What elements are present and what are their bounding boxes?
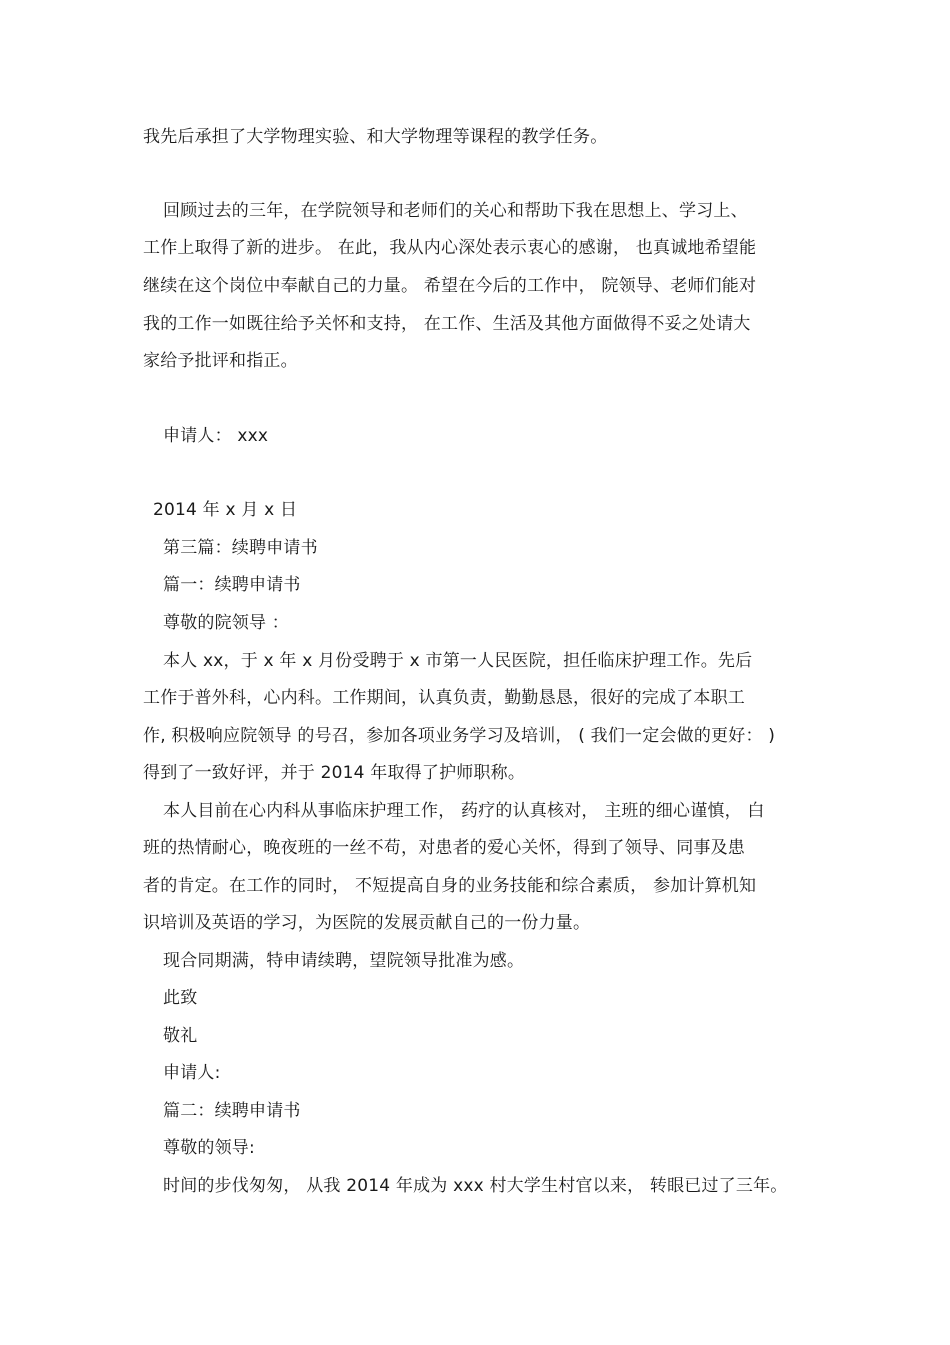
text-line: 者的肯定。在工作的同时， 不短提高自身的业务技能和综合素质， 参加计算机知: [143, 876, 757, 896]
text-line: 工作于普外科，心内科。工作期间，认真负责，勤勤恳恳，很好的完成了本职工: [143, 688, 745, 708]
text-line: 得到了一致好评，并于 2014 年取得了护师职称。: [143, 763, 526, 783]
text-line: 本人目前在心内科从事临床护理工作， 药疗的认真核对， 主班的细心谨慎， 白: [163, 801, 765, 821]
text-line: 作, 积极响应院领导 的号召，参加各项业务学习及培训， ( 我们一定会做的更好： ): [143, 726, 776, 746]
salutation: 尊敬的领导:: [163, 1138, 255, 1158]
text-line: 本人 xx，于 x 年 x 月份受聘于 x 市第一人民医院，担任临床护理工作。先后: [163, 651, 753, 671]
text-line: 继续在这个岗位中奉献自己的力量。 希望在今后的工作中， 院领导、老师们能对: [143, 276, 757, 296]
text-line: 现合同期满，特申请续聘，望院领导批准为感。: [163, 951, 525, 971]
text-line: 班的热情耐心，晚夜班的一丝不苟，对患者的爱心关怀，得到了领导、同事及患: [143, 838, 745, 858]
text-line: 时间的步伐匆匆， 从我 2014 年成为 xxx 村大学生村官以来， 转眼已过了三年。: [163, 1176, 788, 1196]
salutation: 尊敬的院领导 ：: [163, 613, 290, 633]
section-heading: 篇二：续聘申请书: [163, 1101, 301, 1121]
closing-line: 敬礼: [163, 1026, 198, 1046]
section-heading: 篇一：续聘申请书: [163, 575, 301, 595]
signature-line: 申请人:: [163, 1063, 221, 1083]
closing-line: 此致: [163, 988, 198, 1008]
text-line: 我先后承担了大学物理实验、和大学物理等课程的教学任务。: [143, 127, 608, 147]
text-line: 家给予批评和指正。: [143, 351, 298, 371]
date-line: 2014 年 x 月 x 日: [153, 500, 298, 520]
text-line: 我的工作一如既往给予关怀和支持， 在工作、生活及其他方面做得不妥之处请大: [143, 314, 751, 334]
text-line: 工作上取得了新的进步。 在此，我从内心深处表示衷心的感谢， 也真诚地希望能: [143, 238, 757, 258]
section-heading: 第三篇：续聘申请书: [163, 538, 318, 558]
signature-line: 申请人： xxx: [163, 426, 269, 446]
text-line: 识培训及英语的学习，为医院的发展贡献自己的一份力量。: [143, 913, 591, 933]
text-line: 回顾过去的三年，在学院领导和老师们的关心和帮助下我在思想上、学习上、: [163, 201, 748, 221]
